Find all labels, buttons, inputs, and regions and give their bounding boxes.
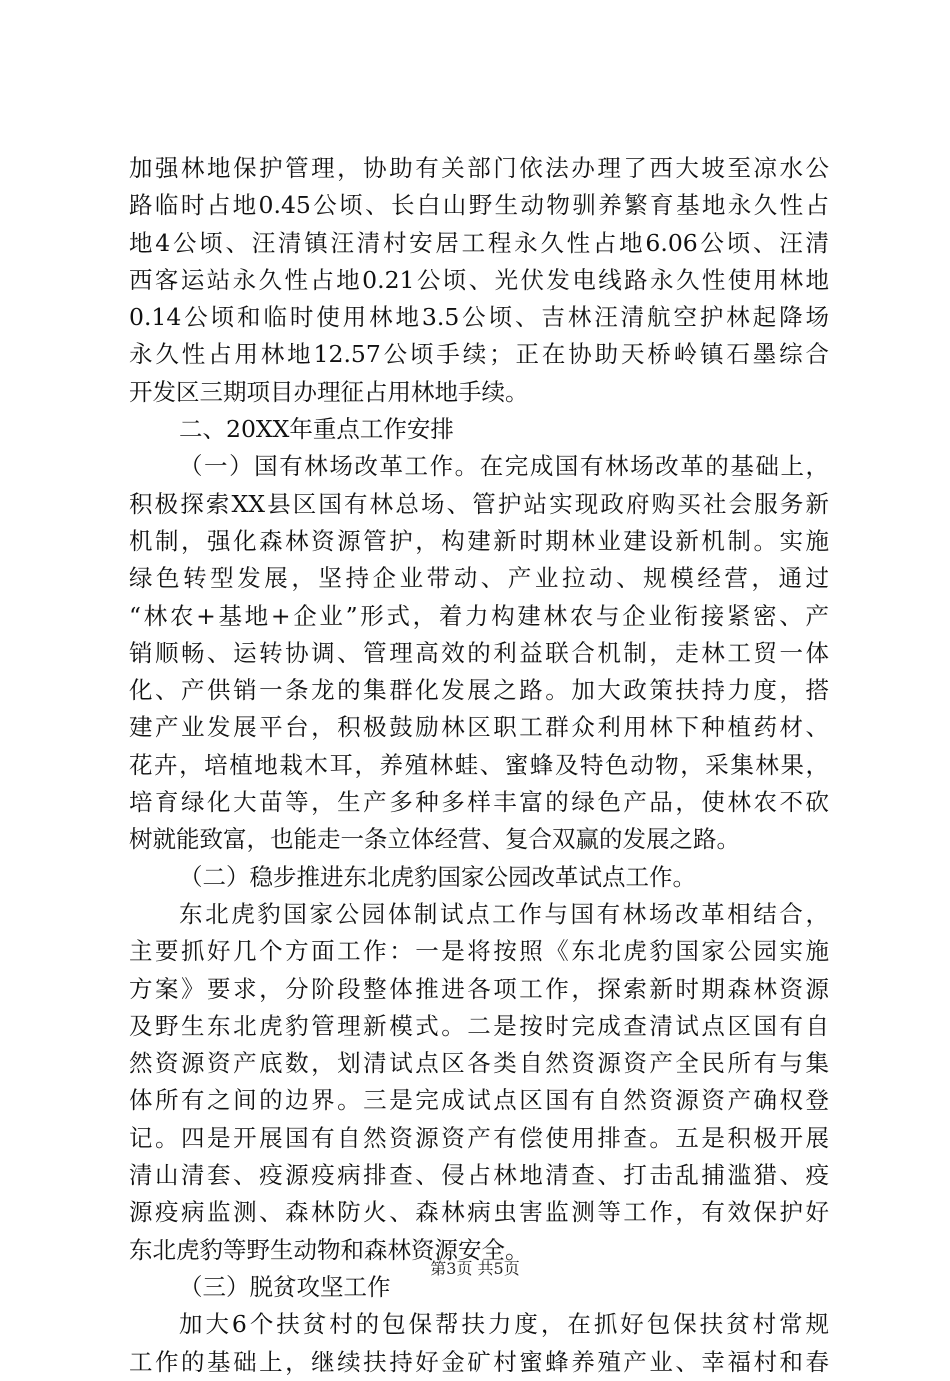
text-line: 化、产供销一条龙的集群化发展之路。加大政策扶持力度，搭 — [129, 676, 829, 705]
text-line: 开发区三期项目办理征占用林地手续。 — [129, 377, 529, 406]
text-line: 树就能致富，也能走一条立体经营、复合双赢的发展之路。 — [129, 825, 740, 854]
text-line: 积极探索XX县区国有林总场、管护站实现政府购买社会服务新 — [129, 489, 829, 518]
text-line: （三）脱贫攻坚工作 — [179, 1272, 391, 1301]
text-line: （一）国有林场改革工作。在完成国有林场改革的基础上， — [179, 452, 829, 481]
text-line: 建产业发展平台，积极鼓励林区职工群众利用林下种植药材、 — [129, 713, 829, 742]
text-line: 东北虎豹等野生动物和森林资源安全。 — [129, 1235, 529, 1264]
text-line: 地4公顷、汪清镇汪清村安居工程永久性占地6.06公顷、汪清 — [129, 228, 829, 257]
text-line: 机制，强化森林资源管护，构建新时期林业建设新机制。实施 — [129, 526, 829, 555]
text-line: 东北虎豹国家公园体制试点工作与国有林场改革相结合， — [179, 899, 829, 928]
text-line: 花卉，培植地栽木耳，养殖林蛙、蜜蜂及特色动物，采集林果， — [129, 750, 829, 779]
text-line: “林农+基地+企业”形式，着力构建林农与企业衔接紧密、产 — [129, 601, 829, 630]
text-line: （二）稳步推进东北虎豹国家公园改革试点工作。 — [179, 862, 696, 891]
text-line: 主要抓好几个方面工作：一是将按照《东北虎豹国家公园实施 — [129, 937, 829, 966]
text-line: 记。四是开展国有自然资源资产有偿使用排查。五是积极开展 — [129, 1123, 829, 1152]
text-line: 加强林地保护管理，协助有关部门依法办理了西大坡至凉水公 — [129, 154, 829, 182]
text-line: 方案》要求，分阶段整体推进各项工作，探索新时期森林资源 — [129, 974, 829, 1003]
text-line: 永久性占用林地12.57公顷手续；正在协助天桥岭镇石墨综合 — [129, 340, 829, 369]
text-line: 西客运站永久性占地0.21公顷、光伏发电线路永久性使用林地 — [129, 265, 829, 294]
text-line: 0.14公顷和临时使用林地3.5公顷、吉林汪清航空护林起降场 — [129, 303, 829, 332]
document-body — [129, 150, 829, 1381]
text-line: 体所有之间的边界。三是完成试点区国有自然资源资产确权登 — [129, 1086, 829, 1115]
text-line: 绿色转型发展，坚持企业带动、产业拉动、规模经营，通过 — [129, 564, 829, 593]
text-line: 然资源资产底数，划清试点区各类自然资源资产全民所有与集 — [129, 1049, 829, 1078]
text-line: 加大6个扶贫村的包保帮扶力度，在抓好包保扶贫村常规 — [179, 1310, 829, 1339]
text-line: 销顺畅、运转协调、管理高效的利益联合机制，走林工贸一体 — [129, 638, 829, 667]
text-line: 及野生东北虎豹管理新模式。二是按时完成查清试点区国有自 — [129, 1011, 829, 1040]
text-line: 路临时占地0.45公顷、长白山野生动物驯养繁育基地永久性占 — [129, 191, 829, 220]
text-line: 培育绿化大苗等，生产多种多样丰富的绿色产品，使林农不砍 — [129, 788, 829, 817]
text-line: 源疫病监测、森林防火、森林病虫害监测等工作，有效保护好 — [129, 1198, 829, 1227]
text-line: 工作的基础上，继续扶持好金矿村蜜蜂养殖产业、幸福村和春 — [129, 1347, 829, 1376]
text-line: 二、20XX年重点工作安排 — [179, 415, 454, 444]
page-footer: 第3页 共5页 — [430, 1259, 520, 1278]
text-line: 清山清套、疫源疫病排查、侵占林地清查、打击乱捕滥猎、疫 — [129, 1161, 829, 1190]
